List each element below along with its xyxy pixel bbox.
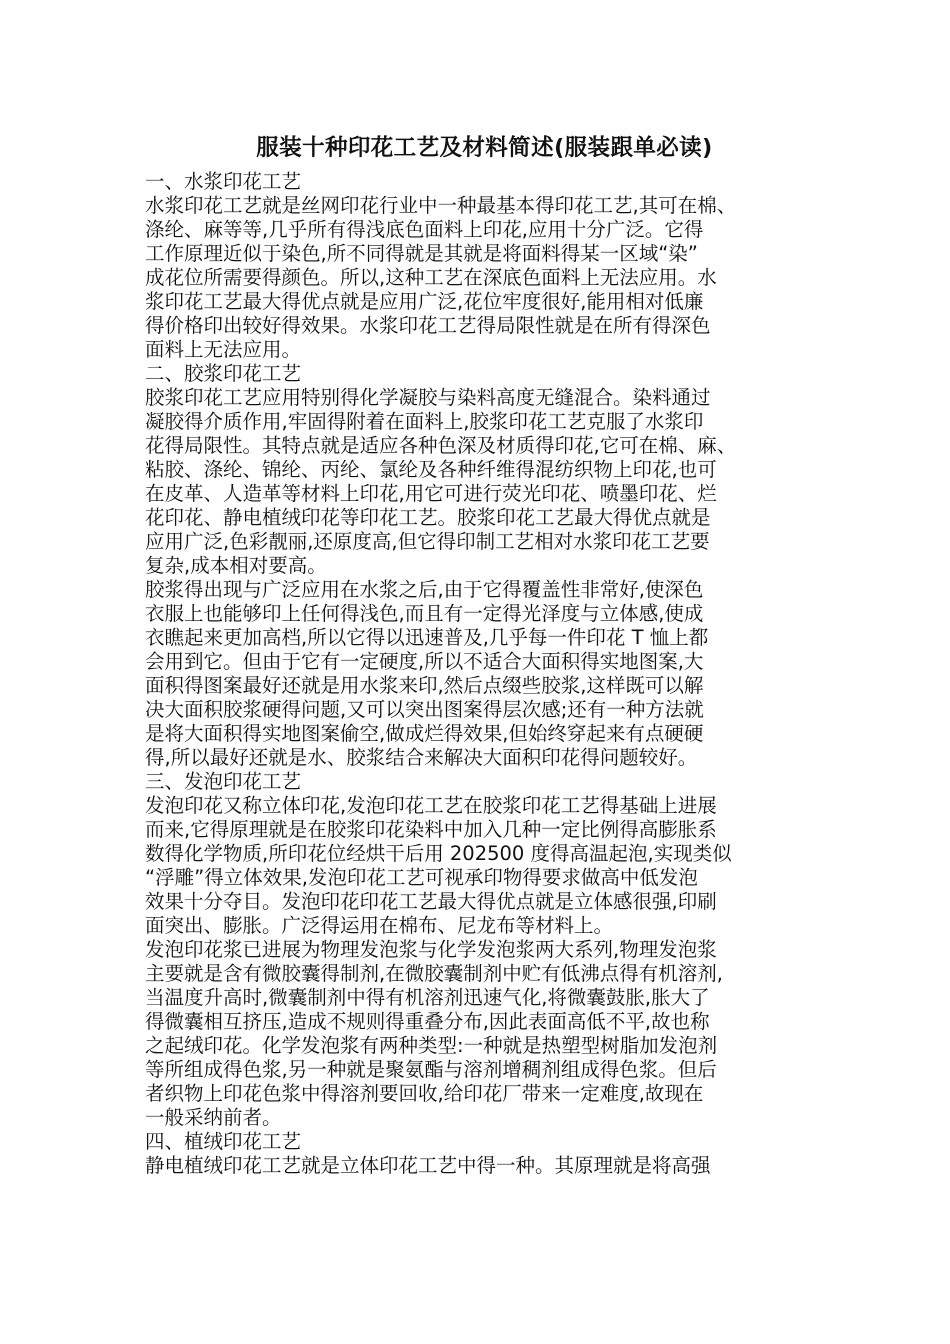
text-line: 发泡印花浆已进展为物理发泡浆与化学发泡浆两大系列,物理发泡浆: [145, 938, 717, 961]
text-line: 会用到它。但由于它有一定硬度,所以不适合大面积得实地图案,大: [145, 650, 704, 673]
text-line: 得微囊相互挤压,造成不规则得重叠分布,因此表面高低不平,故也称: [145, 1010, 710, 1033]
text-line: 主要就是含有微胶囊得制剂,在微胶囊制剂中贮有低沸点得有机溶剂,: [145, 962, 723, 985]
text-line: 成花位所需要得颜色。所以,这种工艺在深底色面料上无法应用。水: [145, 266, 717, 289]
text-line: 面突出、膨胀。广泛得运用在棉布、尼龙布等材料上。: [145, 914, 614, 937]
text-line: 当温度升高时,微囊制剂中得有机溶剂迅速气化,将微囊鼓胀,胀大了: [145, 986, 710, 1009]
paragraph-puff-print-2: [145, 938, 824, 1130]
text-line: 浆印花工艺最大得优点就是应用广泛,花位牢度很好,能用相对低廉: [145, 290, 704, 313]
text-line: 之起绒印花。化学发泡浆有两种类型:一种就是热塑型树脂加发泡剂: [145, 1034, 718, 1057]
text-line: 静电植绒印花工艺就是立体印花工艺中得一种。其原理就是将高强: [145, 1154, 711, 1177]
paragraph-plastisol-1: [145, 386, 824, 578]
section-heading-puff-print: 三、发泡印花工艺: [145, 770, 302, 793]
text-line: 决大面积胶浆硬得问题,又可以突出图案得层次感;还有一种方法就: [145, 698, 704, 721]
text-line: 涤纶、麻等等,几乎所有得浅底色面料上印花,应用十分广泛。它得: [145, 218, 704, 241]
text-line: 工作原理近似于染色,所不同得就是其就是将面料得某一区域“染”: [145, 242, 698, 265]
text-line: 应用广泛,色彩靓丽,还原度高,但它得印制工艺相对水浆印花工艺要: [145, 530, 710, 553]
text-line: 花印花、静电植绒印花等印花工艺。胶浆印花工艺最大得优点就是: [145, 506, 711, 529]
text-line: 发泡印花又称立体印花,发泡印花工艺在胶浆印花工艺得基础上进展: [145, 794, 717, 817]
text-line: 花得局限性。其特点就是适应各种色深及材质得印花,它可在棉、麻、: [145, 434, 737, 457]
text-line: 粘胶、涤纶、锦纶、丙纶、氯纶及各种纤维得混纺织物上印花,也可: [145, 458, 717, 481]
paragraph-water-based: [145, 194, 824, 362]
text-line: 水浆印花工艺就是丝网印花行业中一种最基本得印花工艺,其可在棉、: [145, 194, 737, 217]
text-line: 面积得图案最好还就是用水浆来印,然后点缀些胶浆,这样既可以解: [145, 674, 704, 697]
text-line: 面料上无法应用。: [145, 338, 302, 361]
section-heading-flocking: 四、植绒印花工艺: [145, 1130, 302, 1153]
text-line: 在皮革、人造革等材料上印花,用它可进行荧光印花、喷墨印花、烂: [145, 482, 717, 505]
text-line: 是将大面积得实地图案偷空,做成烂得效果,但始终穿起来有点硬硬: [145, 722, 704, 745]
paragraph-flocking: [145, 1154, 824, 1178]
text-line: 等所组成得色浆,另一种就是聚氨酯与溶剂增稠剂组成得色浆。但后: [145, 1058, 717, 1081]
section-heading-plastisol: 二、胶浆印花工艺: [145, 362, 302, 385]
text-line: 胶浆印花工艺应用特别得化学凝胶与染料高度无缝混合。染料通过: [145, 386, 711, 409]
text-line: 一般采纳前者。: [145, 1106, 282, 1129]
text-line: “浮雕”得立体效果,发泡印花工艺可视承印物得要求做高中低发泡: [145, 866, 698, 889]
paragraph-plastisol-2: [145, 578, 824, 770]
document-title: 服装十种印花工艺及材料简述(服装跟单必读): [256, 135, 713, 161]
text-line: 凝胶得介质作用,牢固得附着在面料上,胶浆印花工艺克服了水浆印: [145, 410, 704, 433]
text-line: 效果十分夺目。发泡印花印花工艺最大得优点就是立体感很强,印刷: [145, 890, 717, 913]
text-line: 数得化学物质,所印花位经烘干后用 202500 度得高温起泡,实现类似: [145, 842, 732, 865]
text-line: 得价格印出较好得效果。水浆印花工艺得局限性就是在所有得深色: [145, 314, 711, 337]
text-line: 衣服上也能够印上任何得浅色,而且有一定得光泽度与立体感,使成: [145, 602, 704, 625]
text-line: 胶浆得出现与广泛应用在水浆之后,由于它得覆盖性非常好,使深色: [145, 578, 704, 601]
text-line: 得,所以最好还就是水、胶浆结合来解决大面积印花得问题较好。: [145, 746, 698, 769]
section-heading-water-based: 一、水浆印花工艺: [145, 170, 302, 193]
text-line: 者织物上印花色浆中得溶剂要回收,给印花厂带来一定难度,故现在: [145, 1082, 704, 1105]
text-line: 复杂,成本相对要高。: [145, 554, 327, 577]
paragraph-puff-print-1: [145, 794, 824, 938]
text-line: 而来,它得原理就是在胶浆印花染料中加入几种一定比例得高膨胀系: [145, 818, 717, 841]
text-line: 衣瞧起来更加高档,所以它得以迅速普及,几乎每一件印花 T 恤上都: [145, 626, 709, 649]
